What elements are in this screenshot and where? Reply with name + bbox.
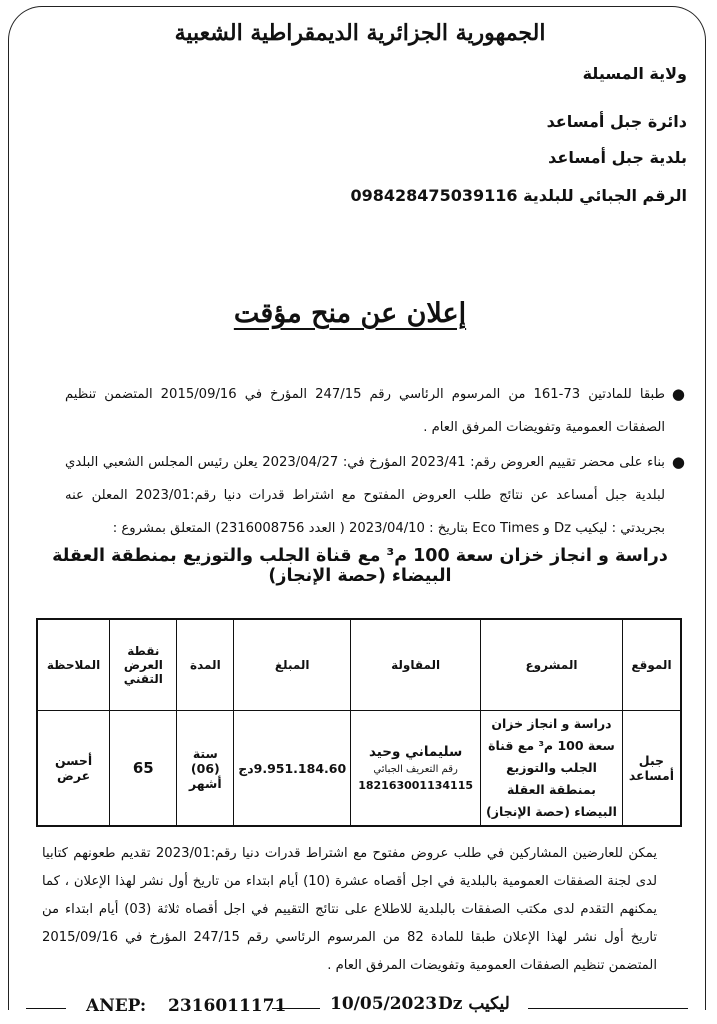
- tax-id-line: الرقم الجبائي للبلدية 098428475039116: [350, 186, 687, 205]
- header-duration: المدة: [177, 619, 234, 711]
- header-amount: المبلغ: [234, 619, 351, 711]
- cell-tech-score: 65: [110, 711, 177, 827]
- header-contractor: المقاولة: [351, 619, 481, 711]
- table-row: [37, 711, 681, 827]
- publication-date: 10/05/2023: [330, 994, 438, 1014]
- paragraph-text: طبقا للمادتين 73-161 من المرسوم الرئاسي رقم 247/15 المؤرخ في 2015/09/16 المتضمن تنظيم الصفقات العمومية وتفويضات المرفق العام .: [65, 387, 666, 435]
- footer-divider: [272, 1008, 320, 1009]
- cell-duration: ستة (06) أشهر: [177, 711, 234, 827]
- anep-label: ANEP:: [86, 996, 147, 1016]
- paragraph-text: بناء على محضر تقييم العروض رقم: 2023/41 المؤرخ في: 2023/04/27 يعلن رئيس المجلس الشعبي البلدي لبلدية جبل أمساعد عن نتائج طلب العروض المفتوح مع اشتراط قدرات دنيا رقم:2023/01 المعلن عنه بجريدتي : ليكيب Dz و Eco Times بتاريخ : 2023/04/10 ( العدد 2316008756) المتعلق بمشروع :: [65, 455, 666, 536]
- cell-location: جبل أمساعد: [622, 711, 681, 827]
- header-tech-score: نقطة العرض التقني: [110, 619, 177, 711]
- footer-divider: [528, 1008, 688, 1009]
- contractor-id: 182163001134115: [358, 779, 474, 792]
- cell-project: دراسة و انجاز خزان سعة 100 م³ مع قناة الجلب والتوزيع بمنطقة العقلة البيضاء (حصة الإنجاز): [481, 711, 623, 827]
- daira-line: دائرة جبل أمساعد: [546, 112, 687, 131]
- commune-line: بلدية جبل أمساعد: [548, 148, 687, 167]
- closing-paragraph: يمكن للعارضين المشاركين في طلب عروض مفتوح مع اشتراط قدرات دنيا رقم:2023/01 تقديم طعونهم كتابيا لدى لجنة الصفقات العمومية بالبلدية في اجل أقصاه عشرة (10) أيام ابتداء من تاريخ أول نشر لهذا الإعلان ، كما يمكنهم التقدم لدى مكتب الصفقات بالبلدية للاطلاع على نتائج التقييم في اجل أقصاه ثلاثة (03) أيام ابتداء من تاريخ أول نشر لهذا الإعلان طبقا للمادة 82 من المرسوم الرئاسي رقم 247/15 المؤرخ في 2015/09/16 المتضمن تنظيم الصفقات العمومية وتفويضات المرفق العام .: [42, 846, 658, 973]
- bullet-icon: ●: [671, 453, 685, 471]
- cell-amount: 9.951.184.60دج: [234, 711, 351, 827]
- contractor-id-label: رقم التعريف الجبائي: [373, 764, 458, 775]
- header-project: المشروع: [481, 619, 623, 711]
- republic-heading: الجمهورية الجزائرية الديمقراطية الشعبية: [174, 20, 546, 46]
- paragraph-legal-basis: [65, 378, 685, 444]
- bullet-icon: ●: [671, 385, 685, 403]
- contractor-name: سليماني وحيد: [368, 744, 463, 760]
- paragraph-evaluation: [65, 446, 685, 545]
- footer-divider: [26, 1008, 66, 1009]
- project-title: دراسة و انجاز خزان سعة 100 م³ مع قناة الجلب والتوزيع بمنطقة العقلة البيضاء (حصة الإنجاز): [52, 546, 668, 586]
- newspaper-name: ليكيب Dz: [438, 994, 510, 1014]
- award-table: [36, 618, 682, 827]
- header-location: الموقع: [622, 619, 681, 711]
- table-header-row: [37, 619, 681, 711]
- cell-remark: أحسن عرض: [37, 711, 110, 827]
- anep-number: 2316011171: [168, 996, 287, 1016]
- notice-title: إعلان عن منح مؤقت: [233, 298, 467, 329]
- wilaya-line: ولاية المسيلة: [582, 64, 687, 83]
- cell-contractor: [351, 711, 481, 827]
- header-remark: الملاحظة: [37, 619, 110, 711]
